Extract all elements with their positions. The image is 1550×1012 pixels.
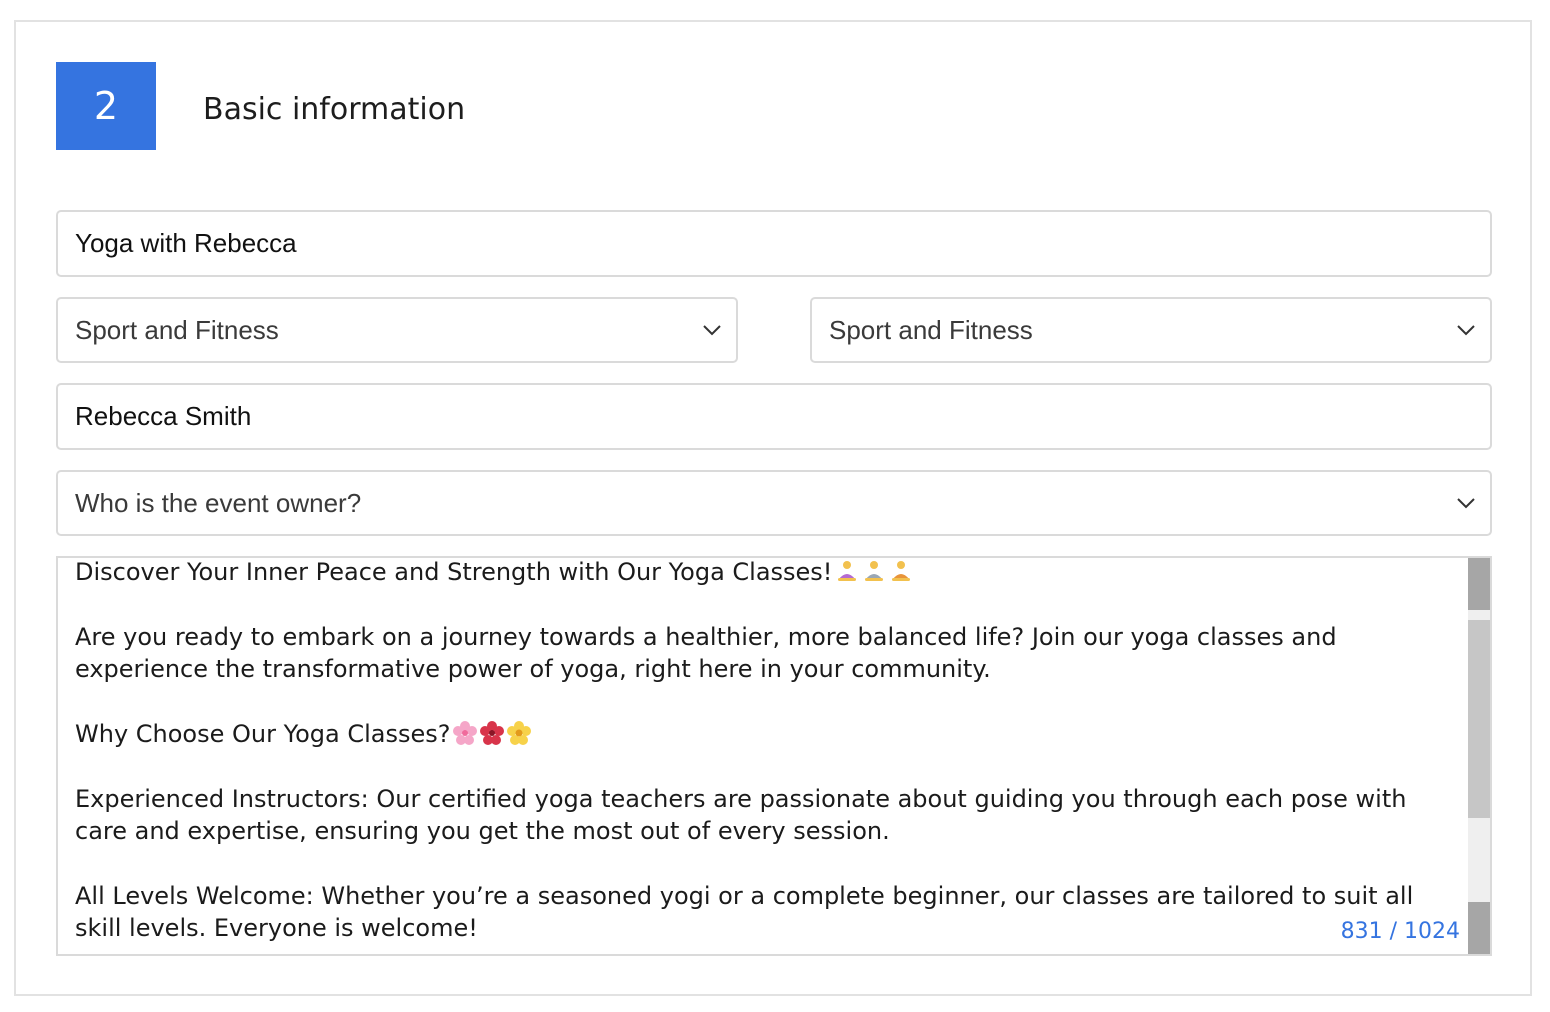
person-in-lotus-position-icon (862, 559, 886, 583)
chevron-down-icon (702, 324, 722, 336)
blossom-icon (507, 721, 531, 745)
person-in-lotus-position-icon (835, 559, 859, 583)
section-title: Basic information (203, 92, 466, 127)
organizer-input[interactable] (56, 383, 1492, 450)
description-content (75, 558, 1460, 956)
character-counter: 831 / 1024 (1340, 919, 1460, 944)
scroll-up-button[interactable] (1468, 558, 1490, 610)
category-secondary-select[interactable] (810, 297, 1492, 363)
category-primary-select[interactable] (56, 297, 738, 363)
description-scrollbar[interactable] (1468, 558, 1490, 954)
hibiscus-icon (480, 721, 504, 745)
category-primary-value: Sport and Fitness (75, 314, 279, 345)
event-name-input[interactable] (56, 210, 1492, 277)
description-paragraph-4: Experienced Instructors: Our certified yoga teachers are passionate about guiding you through each pose with care and expertise, ensuring you get the most out of every session. (75, 785, 1407, 845)
description-paragraph-3: Why Choose Our Yoga Classes? (75, 720, 451, 748)
description-textarea[interactable] (56, 556, 1492, 956)
event-name-value: Yoga with Rebecca (75, 228, 297, 258)
scroll-down-button[interactable] (1468, 902, 1490, 954)
event-owner-placeholder: Who is the event owner? (75, 487, 362, 518)
event-owner-select[interactable] (56, 470, 1492, 536)
cherry-blossom-icon (453, 721, 477, 745)
organizer-value: Rebecca Smith (75, 401, 252, 431)
category-secondary-value: Sport and Fitness (829, 314, 1033, 345)
description-paragraph-1: Discover Your Inner Peace and Strength with Our Yoga Classes! (75, 558, 833, 586)
step-number-badge: 2 (56, 62, 156, 150)
scroll-thumb[interactable] (1468, 620, 1490, 818)
description-paragraph-5: All Levels Welcome: Whether you’re a seasoned yogi or a complete beginner, our classes are tailored to suit all skill levels. Everyone is welcome! (75, 882, 1414, 942)
chevron-down-icon (1456, 324, 1476, 336)
person-in-lotus-position-icon (889, 559, 913, 583)
chevron-down-icon (1456, 497, 1476, 509)
description-paragraph-2: Are you ready to embark on a journey towards a healthier, more balanced life? Join our yoga classes and experience the transformative power of yoga, right here in your community. (75, 623, 1337, 683)
